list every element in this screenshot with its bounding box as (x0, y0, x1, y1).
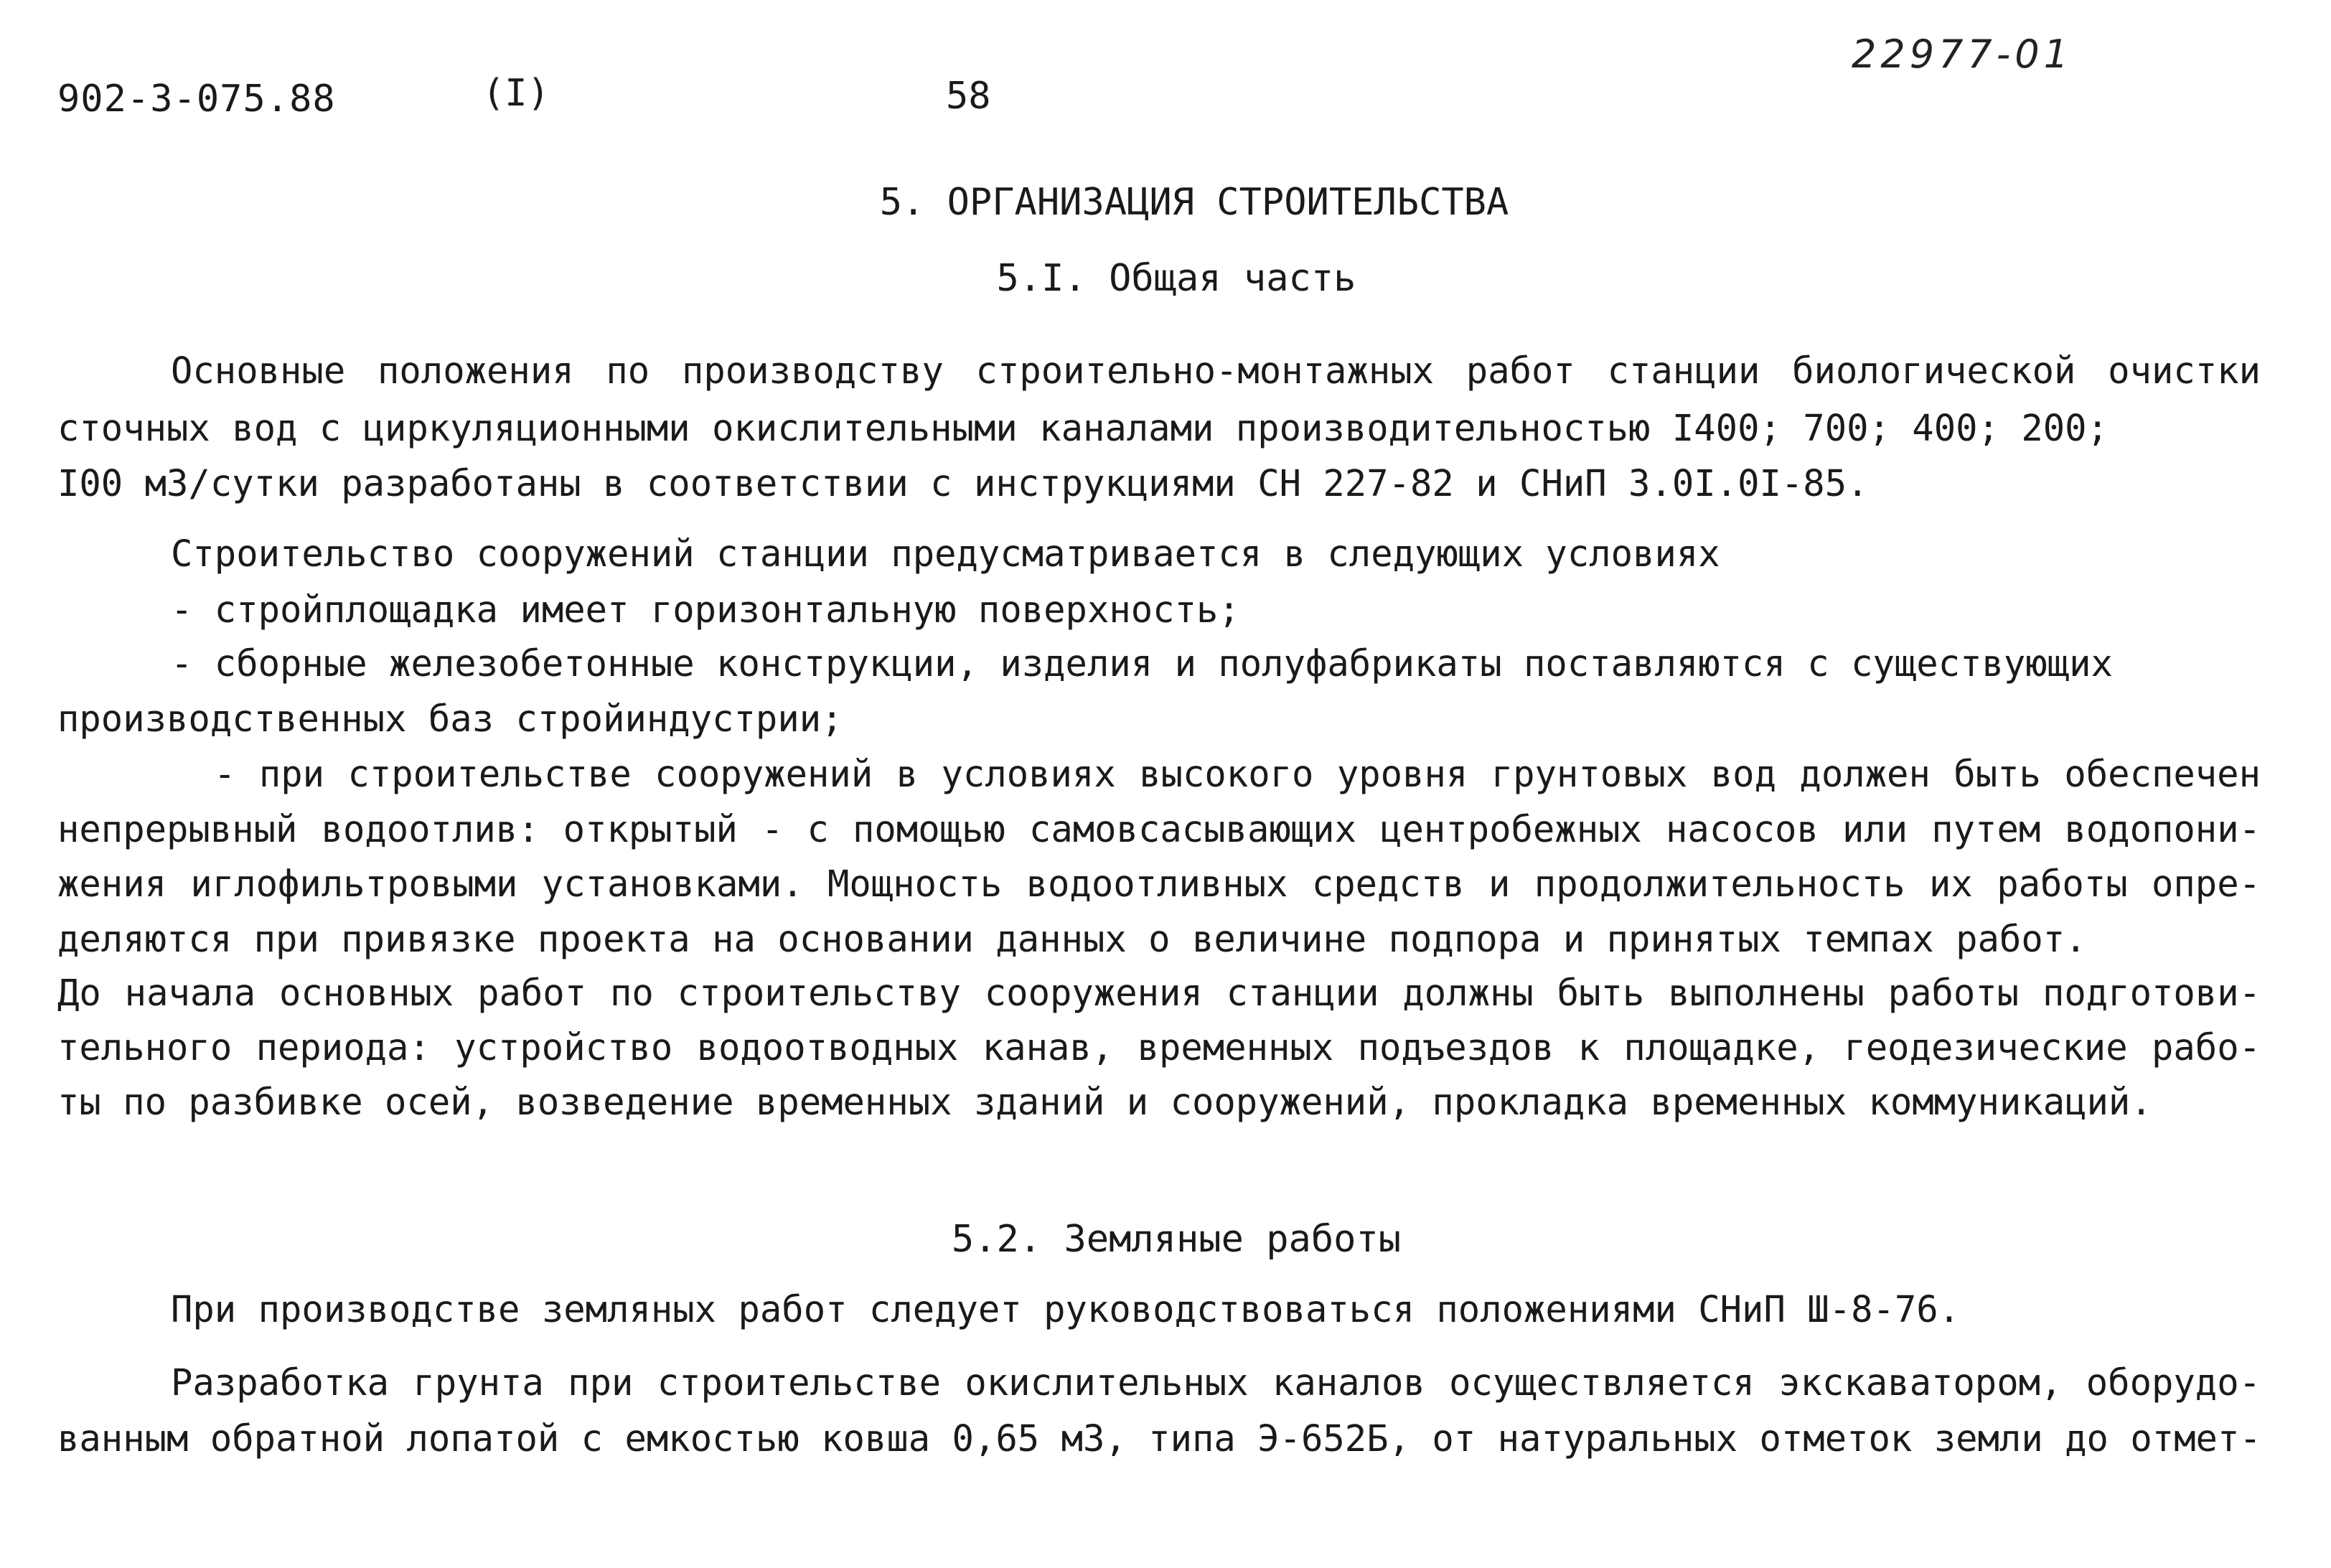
text-line: - стройплощадка имеет горизонтальную поверхность; (171, 588, 1240, 631)
part-number: (I) (482, 72, 550, 115)
section-title: 5. ОРГАНИЗАЦИЯ СТРОИТЕЛЬСТВА (879, 181, 1509, 224)
text-line: I00 м3/сутки разработаны в соответствии с инструкциями СН 227-82 и СНиП 3.0I.0I-85. (57, 462, 1869, 504)
text-line: жения иглофильтровыми установками. Мощность водоотливных средств и продолжительность их работы опре- (57, 863, 2261, 905)
text-line: - сборные железобетонные конструкции, изделия и полуфабрикаты поставляются с существующих (171, 642, 2113, 685)
subsection-title-general: 5.I. Общая часть (996, 257, 1356, 300)
text-line: До начала основных работ по строительству сооружения станции должны быть выполнены работы подготови- (57, 972, 2261, 1014)
subsection-title-earthworks: 5.2. Земляные работы (951, 1218, 1402, 1261)
text-line: Строительство сооружений станции предусматривается в следующих условиях (171, 532, 1720, 575)
text-line: При производстве земляных работ следует руководствоваться положениями СНиП Ш-8-76. (171, 1288, 1961, 1330)
text-line: - при строительстве сооружений в условиях высокого уровня грунтовых вод должен быть обеспечен (214, 753, 2261, 795)
text-line: сточных вод с циркуляционными окислительными каналами производительностью I400; 700; 400; 200; (57, 407, 2109, 449)
document-code: 902-3-075.88 (57, 78, 336, 121)
text-line: тельного периода: устройство водоотводных канав, временных подъездов к площадке, геодезические рабо- (57, 1026, 2261, 1069)
text-line: непрерывный водоотлив: открытый - с помощью самовсасывающих центробежных насосов или путем водопони- (57, 808, 2261, 850)
text-line: ванным обратной лопатой с емкостью ковша 0,65 м3, типа Э-652Б, от натуральных отметок земли до отмет- (57, 1417, 2261, 1460)
text-line: Основные положения по производству строительно-монтажных работ станции биологической очистки (171, 349, 2261, 392)
text-line: ты по разбивке осей, возведение временных зданий и сооружений, прокладка временных коммуникаций. (57, 1081, 2152, 1123)
text-line: Разработка грунта при строительстве окислительных каналов осуществляется экскаватором, оборудо- (171, 1361, 2261, 1404)
page-number: 58 (946, 75, 991, 118)
text-line: деляются при привязке проекта на основании данных о величине подпора и принятых темпах работ. (57, 918, 2087, 960)
text-line: производственных баз стройиндустрии; (57, 698, 843, 740)
handwritten-stamp: 22977-01 (1852, 32, 2073, 77)
